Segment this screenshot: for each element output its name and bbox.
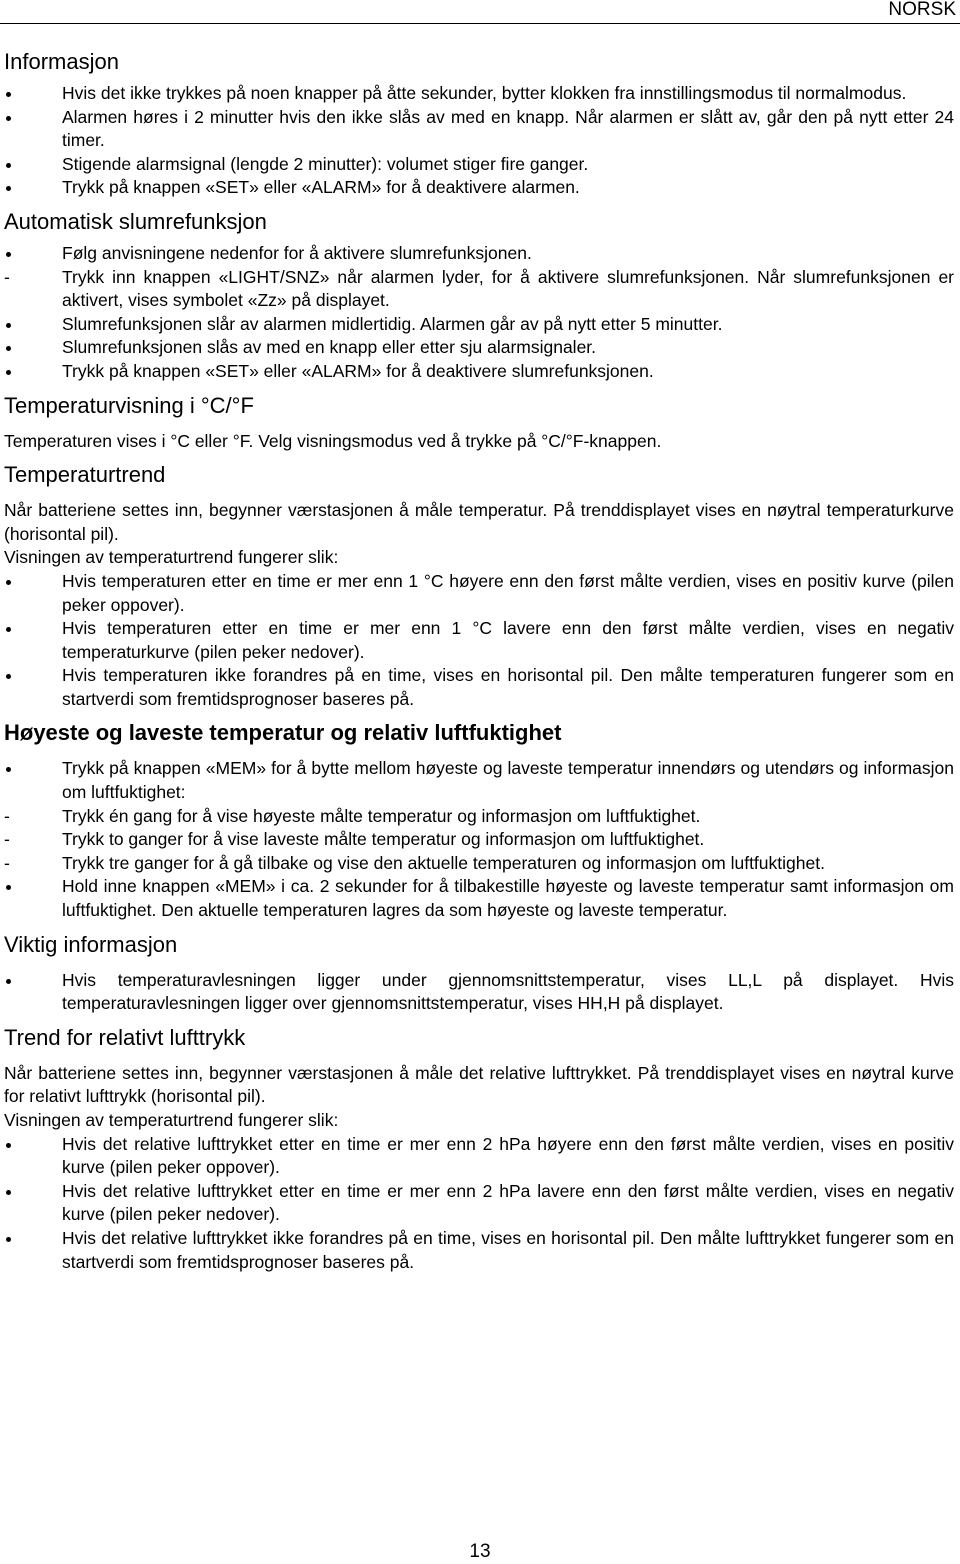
paragraph: Når batteriene settes inn, begynner værstasjonen å måle det relative lufttrykket. På trenddisplayet vises en nøytral kurve for relativt lufttrykk (horisontal pil). [4,1062,954,1107]
list-item: Trykk på knappen «SET» eller «ALARM» for å deaktivere alarmen. [4,176,954,200]
dash-item [4,852,954,876]
list-item: Alarmen høres i 2 minutter hvis den ikke slås av med en knapp. Når alarmen er slått av, går den på nytt etter 24 timer. [4,106,954,153]
list-item: Hold inne knappen «MEM» i ca. 2 sekunder for å tilbakestille høyeste og laveste temperatur samt informasjon om luftfuktighet. Den aktuelle temperaturen lagres da som høyeste og laveste temperatur. [4,875,954,922]
section-title: Høyeste og laveste temperatur og relativ luftfuktighet [4,720,562,746]
dash-item [4,266,954,313]
page-content [4,48,954,1274]
list-item: Hvis det relative lufttrykket etter en time er mer enn 2 hPa lavere enn den først målte verdien, vises en negativ kurve (pilen peker nedover). [4,1180,954,1227]
section-title: Temperaturvisning i °C/°F [4,392,254,418]
list-item [4,242,954,266]
section-slumrefunksjon [4,208,954,384]
paragraph: Visningen av temperaturtrend fungerer slik: [4,547,339,568]
section-lufttrykk-trend [4,1024,954,1274]
dash-item-text: Trykk inn knappen «LIGHT/SNZ» når alarmen lyder, for å aktivere slumrefunksjonen. Når slumrefunksjonen er aktivert, vises symbolet «Zz» på displayet. [62,266,954,311]
section-title: Viktig informasjon [4,931,178,957]
header-rule [0,23,960,24]
list-item: Hvis det relative lufttrykket ikke forandres på en time, vises en horisontal pil. Den målte lufttrykket fungerer som en startverdi som fremtidsprognoser baseres på. [4,1227,954,1274]
paragraph: Temperaturen vises i °C eller °F. Velg visningsmodus ved å trykke på °C/°F-knappen. [4,430,662,451]
section-temperaturtrend [4,461,954,711]
list-item: Slumrefunksjonen slås av med en knapp eller etter sju alarmsignaler. [4,336,954,360]
section-title: Temperaturtrend [4,462,166,488]
bullet-list [4,757,954,804]
page-number: 13 [469,1541,491,1562]
section-viktig-informasjon [4,931,954,1016]
dash-list [4,805,954,876]
bullet-list [4,969,954,1016]
list-item: Hvis temperaturen etter en time er mer enn 1 °C høyere enn den først målte verdien, vises en positiv kurve (pilen peker oppover). [4,570,954,617]
bullet-list [4,875,954,922]
list-item-text: Følg anvisningene nedenfor for å aktivere slumrefunksjonen. [62,242,532,263]
section-temperaturvisning [4,392,954,454]
paragraph: Når batteriene settes inn, begynner værstasjonen å måle temperatur. På trenddisplayet vises en nøytral temperaturkurve (horisontal pil). [4,500,954,544]
bullet-list [4,570,954,712]
dash-list [4,266,954,313]
section-informasjon [4,48,954,200]
dash-item-text: Trykk to ganger for å vise laveste målte temperatur og informasjon om luftfuktighet. [62,829,705,850]
list-item: Trykk på knappen «MEM» for å bytte mellom høyeste og laveste temperatur innendørs og utendørs og informasjon om luftfuktighet: [4,757,954,804]
bullet-list [4,1133,954,1275]
list-item: Stigende alarmsignal (lengde 2 minutter): volumet stiger fire ganger. [4,153,954,177]
header-language: NORSK [888,0,956,20]
section-title: Informasjon [4,49,119,74]
dash-item-text: Trykk én gang for å vise høyeste målte temperatur og informasjon om luftfuktighet. [62,805,701,826]
list-item: Slumrefunksjonen slår av alarmen midlertidig. Alarmen går av på nytt etter 5 minutter. [4,313,954,337]
list-item: Hvis det relative lufttrykket etter en time er mer enn 2 hPa høyere enn den først målte verdien, vises en positiv kurve (pilen peker oppover). [4,1133,954,1180]
paragraph: Visningen av temperaturtrend fungerer slik: [4,1110,339,1130]
bullet-list [4,82,954,200]
list-item: Hvis det ikke trykkes på noen knapper på åtte sekunder, bytter klokken fra innstillingsmodus til normalmodus. [4,82,954,106]
dash-item [4,805,954,829]
dash-marker: - [4,805,10,826]
list-item: Hvis temperaturavlesningen ligger under gjennomsnittstemperatur, vises LL,L på displayet. Hvis temperaturavlesningen ligger over gjennomsnittstemperatur, vises HH,H på displayet. [4,969,954,1016]
list-item: Trykk på knappen «SET» eller «ALARM» for å deaktivere slumrefunksjonen. [4,360,954,384]
dash-item-text: Trykk tre ganger for å gå tilbake og vise den aktuelle temperaturen og informasjon om luftfuktighet. [62,852,825,873]
dash-marker: - [4,852,10,873]
section-hoyeste-laveste [4,719,954,922]
dash-item [4,828,954,852]
list-item: Hvis temperaturen ikke forandres på en time, vises en horisontal pil. Den målte temperaturen fungerer som en startverdi som fremtidsprognoser baseres på. [4,664,954,711]
section-title: Trend for relativt lufttrykk [4,1024,246,1050]
section-title: Automatisk slumrefunksjon [4,208,267,234]
dash-marker: - [4,266,10,287]
bullet-list [4,313,954,384]
dash-marker: - [4,829,10,850]
bullet-list [4,242,954,266]
list-item: Hvis temperaturen etter en time er mer enn 1 °C lavere enn den først målte verdien, vises en negativ temperaturkurve (pilen peker nedover). [4,617,954,664]
